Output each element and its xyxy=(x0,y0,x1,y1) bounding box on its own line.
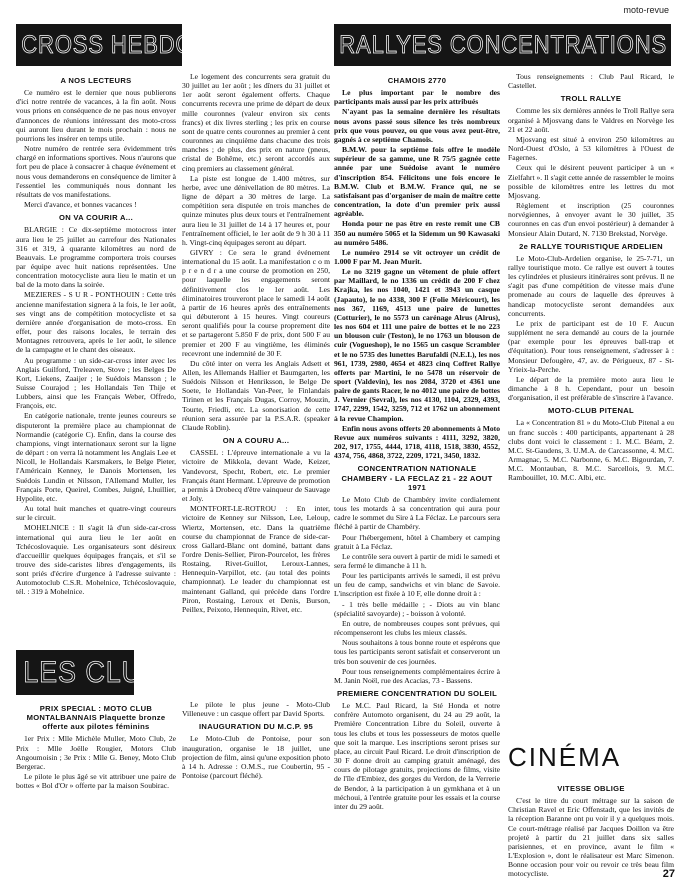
paragraph: B.M.W. pour la septième fois offre le modèle supérieur de sa gamme, une R 75/5 gagnée cette année par une Suédoise avant le numéro d'inscription 854. Félicitons une fois encore le B.M.W. Club et B.M.W. France qui, ne se satisfaisant pas d'organiser de main de maître cette concentration, la dote d'un premier prix aussi agréable. xyxy=(334,145,500,219)
paragraph: Enfin nous avons offerts 20 abonnements à Moto Revue aux numéros suivants : 4111, 3292, 3820, 202, 917, 1755, 4444, 1718, 4118, 1518, 3830, 4552, 4374, 756, 4868, 3722, 2209, 1721, 3450, 1832. xyxy=(334,423,501,461)
cross-hebdo-banner xyxy=(16,24,194,66)
paragraph: C'est le titre du court métrage sur la saison de Christian Ravel et Eric Offenstadt, que les invités de la réception Baranne ont pu voir il y a quelques mois. Ce court-métrage réalisé par Jacques Doillon va être projeté à partir du 21 juillet dans six salles parisiennes, et en province, avant le film « L'Explosion », dont le réalisateur est Marc Simenon. Bonne occasion pour voir ou revoir ce très beau film motocycliste. xyxy=(508,796,674,879)
paragraph: Règlement et inscription (25 couronnes norvégiennes, à envoyer avant le 30 juillet, 35 couronnes en cas d'un envoi postérieur) à demander à Monsieur Alain Dutard, N. 7130 Brekstad, Norvège. xyxy=(508,201,674,238)
paragraph: Le Moto-Club de Pontoise, pour son inauguration, organise le 18 juillet, une projection de film, ainsi qu'une exposition photo à 14 h. Adresse : O.M.S., rue Coubertin, 95 - Pontoise (parcourt fléché). xyxy=(182,734,330,781)
cross-column-2 xyxy=(182,72,330,644)
paragraph: Le no 3219 gagne un vêtement de pluie offert par Maillard, le no 1336 un crédit de 200 F chez Krajka, les nos 1040, 1421 et 3943 un casque (Japauto), le no 4338, 300 F (Folie Méricourt), les nos 367, 1169, 4513 une paire de lunettes (Cotturier), le no 5573 un carénage Alrus (Alrus), les nos 604 et 111 une paire de bottes et le no 223 un blouson cuir (Teston), le no 1763 un blouson de cuir (Vogueshop), le no 1565 un casque Scrambler et le no 5735 des lunettes Barufaldi (N.E.I.), les nos 961, 1739, 2980, 4654 et 4823 cinq Coffret Rallye offerts par Martini, le no 5478 un réservoir de sport (Valdevin), les nos 2084, 3720 et 4361 une paire de gants Racer, le no 4012 une paire de bottes J. Vernier (Sevral), les nos 4130, 1104, 2329, 4393, 1747, 2299, 1542, 3259, 712 et 1762 un abonnement à la revue Champion. xyxy=(334,267,500,423)
paragraph: Pour l'hébergement, hôtel à Chambery et camping gratuit à La Féclaz. xyxy=(334,532,500,551)
paragraph: Merci d'avance, et bonnes vacances ! xyxy=(24,200,137,210)
paragraph: Le pilote le plus jeune - Moto-Club Villeneuve : un casque offert par David Sports. xyxy=(182,700,330,719)
paragraph: MONTFORT-LE-ROTROU : En inter, victoire de Kenney sur Nilsson, Lee, Leloup, Wiertz, Mortensen, etc. Dans la quatrième course du championnat de France de side-car-cross Gallard-Blanc ont dominé, battant dans l'ordre Denis-Sellier, Piron-Pourcelot, les frères Rostaing, Rivet-Guillot, Leroux-Lannes, Hennequin-Varpillot, etc. (au total des points championnat). Le leader du championnat est maintenant Galland, qui précède dans l'ordre Piron, Rostaing, Leroux et Denis, Burson, Peillex, Peixoto, Hennequin, Rivet, etc. xyxy=(182,504,330,614)
section-title: 2e RALLYE TOURISTIQUE ARDELIEN xyxy=(519,241,663,251)
running-header: moto-revue xyxy=(623,5,669,15)
paragraph: MOHELNICE : Il s'agit là d'un side-car-cross international qui aura lieu le 1er août en Tchécoslovaquie. Les organisateurs sont désireux d'accueillir quelques équipages français, et s'il se trouve des side-caristes libres d'engagements, ils sont priés d'écrire d'urgence à l'adresse suivante : Automotoclub C.S.R. Mohelnice, Tchécoslovaquie, tél. : 319 à Mohelnice. xyxy=(16,523,176,597)
paragraph: Comme les six dernières années le Troll Rallye sera organisé à Mjosvang dans le Valdres en Norvège les 21 et 22 août. xyxy=(508,106,674,134)
paragraph: GIVRY : Ce sera le grand événement international du 15 août. La manifestation c o m p r e n d r a une course de promotion en 250, pour laquelle les engagements seront définitivement clos le 1er août. Les éliminatoires trouveront place le samedi 14 août à partir de 16 heures après des entraînements qui débuteront à 15 heures. Vingt coureurs seront qualifiés pour la course proprement dite et se partageront 5.850 F de prix, dont 500 F au premier et 200 F au vingtième, les éliminés recevront une indemnité de 30 F. xyxy=(182,247,330,358)
paragraph: Pour les participants arrivés le samedi, il est prévu un feu de camp, sandwichs et vin blanc de Savoie. L'inscription est fixée à 10 F, elle donne droit à : xyxy=(334,571,500,599)
paragraph: En catégorie nationale, trente jeunes coureurs se disputeront la première place au championnat de Normandie (catégorie C). Enfin, dans la course des champions, vingt internationaux seront sur la ligne de départ : on verra là notamment les Anglais Lee et Nicoll, le Hollandais Karsmakers, le Belge Pieter, l'Américain Kenney, le Danois Mortensen, les Suédois Lundin et Nilsson, l'Allemand Muller, les Français Porte, Queirel, Combes, Juigné, Lhuillier, Hypolite, etc. xyxy=(16,411,176,503)
section-title: INAUGURATION DU M.C.P. 95 xyxy=(199,722,313,732)
paragraph: Mjosvang est situé à environ 250 kilomètres au Nord-Ouest d'Oslo, à 53 kilomètres à l'Ouest de Fagernes. xyxy=(508,134,674,163)
paragraph: Le Moto Club de Chambéry invite cordialement tous les motards à sa concentration qui aura pour cadre le sommet du Sire à La Féclaz. Le parcours sera fléché à partir de Chambéry. xyxy=(334,494,500,532)
paragraph: Notre numéro de rentrée sera évidemment très chargé en informations sportives. Nous n'aurons que fort peu de place à consacrer à chaque événement et nous vous demanderons en conséquence de limiter à l'essentiel les communiqués nous donnant les résultats de vos manifestations. xyxy=(16,144,176,199)
lead-paragraph: Le plus important par le nombre des participants mais aussi par les prix attribués xyxy=(334,88,500,107)
section-title: CHAMOIS 2770 xyxy=(387,76,447,85)
paragraph: MEZIERES - S U R - PONTHOUIN : Cette très ancienne manifestation signera à la fois, le 1er août, ses vingt ans de compétition motocycliste et sa dernière année d'organisation de moto-cross. En effet, pour des raisons locales, le terrain des Montagnes retrouvera, après le 1er août, le silence de la campagne et le chant des oiseaux. xyxy=(16,290,176,355)
paragraph: Le pilote le plus âgé se vit attribuer une paire de bottes « Bol d'Or » offerte par la maison Soubirac. xyxy=(16,772,176,791)
section-title: ON A COURU A... xyxy=(222,436,290,446)
paragraph: En outre, de nombreuses coupes sont prévues, qui récompenseront les clubs les mieux classés. xyxy=(334,618,500,638)
paragraph: CASSEL : L'épreuve internationale a vu la victoire de Mikkola, devant Wade, Keizer, Vandevorst, Specht, Robert, etc. Le premier Français étant Hermant. L'épreuve de promotion a permis à Drobecq d'être vainqueur de Sauvage et Joly. xyxy=(182,448,330,504)
section-title: MOTO-CLUB PITENAL xyxy=(548,406,634,416)
section-title: ON VA COURIR A... xyxy=(58,213,133,223)
clubs-heading: LES CLUBS xyxy=(23,656,180,689)
clubs-column-2 xyxy=(182,700,330,880)
paragraph: Nous souhaitons à tous bonne route et espérons que tous les participants seront satisfait et conserveront un très bon souvenir de ces journées. xyxy=(334,638,500,666)
cinema-heading: CINÉMA xyxy=(508,742,622,772)
clubs-column-1 xyxy=(16,700,176,880)
paragraph: Au total huit manches et quatre-vingt coureurs sur le circuit. xyxy=(16,504,176,523)
paragraph: - 1 très belle médaille ; - Diots au vin blanc (spécialité savoyarde) ; - boisson à volonté. xyxy=(334,599,500,618)
section-title: TROLL RALLYE xyxy=(560,94,622,104)
paragraph: La piste est longue de 1.400 mètres, sur herbe, avec une dénivellation de 80 mètres. La ligne de départ a 30 mètres de large. La compétition sera disputée en trois manches de quinze minutes plus deux tours et l'entraînement aura lieu le 31 juillet de 14 à 17 heures et, pour l'entraînement officiel, le 1er août de 9 h 30 à 11 h. Vingt-cinq équipages seront au départ. xyxy=(182,173,330,247)
section-title: VITESSE OBLIGE xyxy=(557,784,625,793)
paragraph: BLARGIE : Ce dix-septième motocross inter aura lieu le 25 juillet au carrefour des Nationales 316 et 319, à quarante kilomètres au nord de Beauvais. Le programme comportera trois courses par équipe avec huit nations représentées. Une concentration motocycliste aura lieu le matin et un bal de la moto dans la soirée. xyxy=(16,225,176,290)
paragraph: Du côté inter on verra les Anglais Adsett et Allen, les Allemands Hallier et Baumgarten, les Suédois Nilsson et Henriksson, le Belge De Soete, le Hollandais Van-Peer, le Finlandais Tirinen et les Français Dugas, Corroy, Mouzin, Tourte, Friedli, etc. La sonorisation de cette réunion sera assurée par la P.S.A.R. (speaker Claude Roblin). xyxy=(182,358,330,432)
paragraph: Au programme : un side-car-cross inter avec les Anglais Guilford, Treleaven, Stove ; les Belges De Kort, Liekens, Zaaijer ; le Suédois Mansson ; le Suisse Courajod ; les Hollandais Ten Thije et Lubbers, ainsi que les Français Weber, Offredo, François, etc. xyxy=(16,355,176,411)
page-number: 27 xyxy=(662,868,675,880)
paragraph: Ceux qui le désirent peuvent participer à un « Zielfahrt ». Il s'agit cette année de rassembler le moins possible de kilomètres entre les lettres du mot Mjosvang. xyxy=(508,163,674,200)
rallyes-heading: RALLYES CONCENTRATIONS xyxy=(339,31,668,59)
paragraph: Le numéro 2914 se vit octroyer un crédit de 1.000 F par M. Jean Murit. xyxy=(334,247,500,266)
cross-hebdo-heading: CROSS HEBDO xyxy=(21,31,194,59)
paragraph: Le départ de la première moto aura lieu le dimanche à 8 h. Cependant, pour un besoin d'organisation, il est préférable de s'inscrire à l'avance. xyxy=(508,374,674,403)
paragraph: 1er Prix : Mlle Michèle Muller, Moto Club, 2e Prix : Mlle Joëlle Rougier, Motors Club Angoumoisin ; 3e Prix : Mlle G. Beney, Moto Club Bergerac. xyxy=(16,734,176,771)
section-title: PRIX SPECIAL : MOTO CLUB MONTALBANNAIS Plaquette bronze offerte aux pilotes féminins xyxy=(26,704,166,732)
paragraph: La « Concentration 81 » du Moto-Club Pitenal a eu un franc succès : 400 participants, appartenant à 28 clubs dont voici le classement : 1. M.C. Béarn, 2. M.C. St-Gaudens, 3. U.M.A. de Carcassonne, 4. M.C. Armagnac, 5. M.C. Narbonne, 6. M.C. Bigourdan, 7. M.C. Montauban, 8. M.C. Sarcellois, 9. M.C. Rambouillet, 10. M.C. Albi, etc. xyxy=(508,418,674,483)
rallyes-column-2 xyxy=(508,72,674,812)
paragraph: Le contrôle sera ouvert à partir de midi le samedi et sera fermé le dimanche à 11 h. xyxy=(334,551,500,570)
paragraph: Pour tous renseignements complémentaires écrire à M. Janin Noël, rue des Acacias, 73 - Bassens. xyxy=(334,666,500,685)
clubs-banner xyxy=(16,650,180,695)
cinema-column xyxy=(508,780,674,878)
paragraph: Le logement des concurrents sera gratuit du 30 juillet au 1er août ; les dîners du 31 juillet et 1er août seront également offerts. Chaque concurrents recevra une prime de départ de deux mille couronnes (valeur environ six cents francs) et dix livres sterling ; les prix en course sont de quatre cents couronnes au premier à cent couronnes au cinquième dans chacune des trois manches ; de plus, des prix en nature (pneus, cristal de Bohême, etc.) seront accordés aux cinq premiers au classement général. xyxy=(182,72,330,173)
section-title: CONCENTRATION NATIONALE CHAMBERY - LA FECLAZ 21 - 22 AOUT 1971 xyxy=(341,464,493,492)
paragraph: Tous renseignements : Club Paul Ricard, le Castellet. xyxy=(508,72,674,91)
paragraph: N'ayant pas la semaine dernière les résultats nous avons passé sous silence les très nombreux prix que vous pouvez, ou que vous avez peut-être, gagnés à ce septième Chamois. xyxy=(334,107,500,144)
rallyes-banner xyxy=(334,24,671,66)
paragraph: Le M.C. Paul Ricard, la Sté Honda et notre confrère Automoto organisent, du 24 au 29 août, la Première Concentration Libre du Soleil, ouverte à tous les clubs et tous les possesseurs de motos quelle que soit la marque. Les inscriptions seront prises sur place, au circuit Paul Ricard. Le droit d'inscription de 30 F donne droit au camping gratuit aménagé, des cours de pilotage gratuits, projections de films, visite de l'île d'Embiez, des gorges du Verdon, de la Verrerie de Bendor, à la participation à un gymkhana et à un méchoui, à l'entrée gratuite pour les essais et la course inter du 29 août. xyxy=(334,701,500,811)
section-title: PREMIERE CONCENTRATION DU SOLEIL xyxy=(336,689,498,698)
section-title: A NOS LECTEURS xyxy=(60,76,132,85)
rallyes-column-1 xyxy=(334,72,500,880)
paragraph: Le prix de participant est de 10 F. Aucun supplément ne sera demandé au cours de la journée (par exemple pour les épreuves ball-trap et d'équitation). Pour tous renseignement, s'adresser à : Monsieur Defougère, 47, av. de Périgueux, 87 - St-Yrieix-la-Perche. xyxy=(508,318,674,374)
paragraph: Le Moto-Club-Ardelien organise, le 25-7-71, un rallye touristique moto. Ce rallye est ouvert à toutes les cylindrées et plusieurs itinéraires sont prévus. Il ne s'agit pas d'une compétition de vitesse mais d'une promenade au cours de laquelle des épreuves à handicap motocycliste seront demandées aux concurrents. xyxy=(508,253,674,318)
cross-column-1 xyxy=(16,72,176,644)
paragraph: Honda pour ne pas être en reste remit une CB 350 au numéro 5065 et la Sidemm un 90 Kawasaki au numéro 5486. xyxy=(334,219,500,247)
paragraph: Ce numéro est le dernier que nous publierons d'ici notre rentrée de vacances, à la fin août. Nous vous prions en conséquence de ne pas nous envoyer d'annonces de réunions intéressant des moto-cross qui auront lieu durant le mois prochain : nous ne pourrions les insérer en temps utile. xyxy=(16,88,176,143)
